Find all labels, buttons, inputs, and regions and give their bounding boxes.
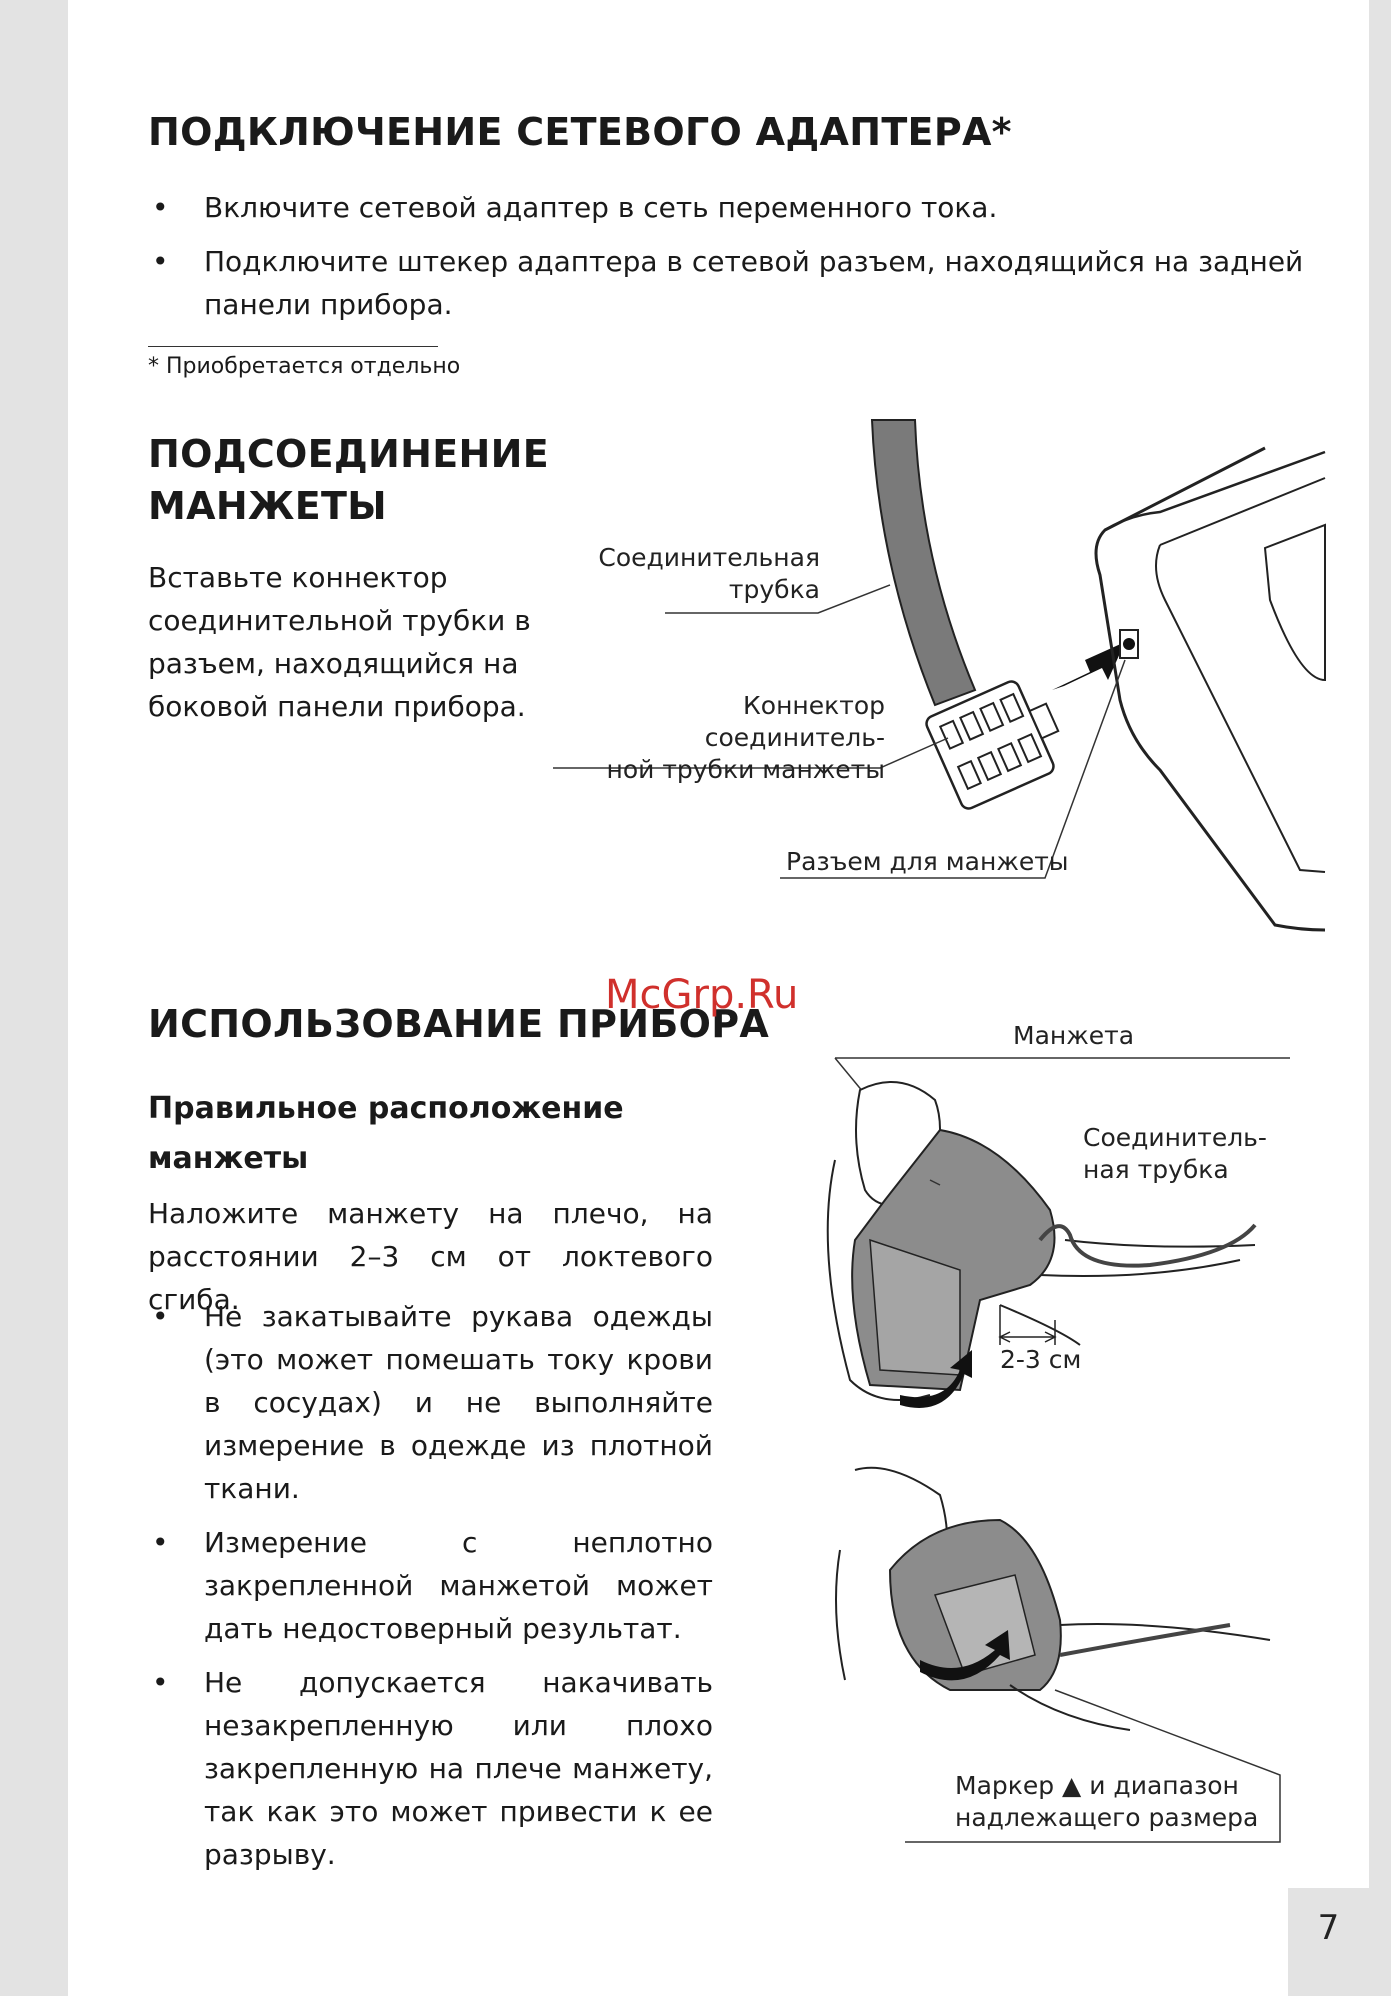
adapter-section-title: ПОДКЛЮЧЕНИЕ СЕТЕВОГО АДАПТЕРА* (148, 110, 1012, 154)
cuff-warning-3: • Не допускается накачивать незакрепленную или плохо закрепленную на плече манжету, так как это может привести к ее разрыву. (148, 1661, 713, 1876)
cuff-placement-subtitle-line2: манжеты (148, 1141, 309, 1176)
cuff-placement-intro-text: Наложите манжету на плечо, на расстоянии 2–3 см от локтевого сгиба. (148, 1197, 713, 1316)
cuff-placement-subtitle-line1: Правильное расположение (148, 1091, 624, 1126)
watermark: McGrp.Ru (605, 972, 799, 1018)
usage-section-title: ИСПОЛЬЗОВАНИЕ ПРИБОРА (148, 1002, 770, 1046)
cuff-warning-1: • Не закатывайте рукава одежды (это может помешать току крови в сосудах) и не выполняйте измерение в одежде из плотной ткани. (148, 1295, 713, 1510)
label-marker-line2: надлежащего размера (955, 1803, 1259, 1832)
label-marker-line1: Маркер ▲ и диапазон (955, 1771, 1239, 1800)
label-connector-line2: ной трубки манжеты (606, 755, 885, 784)
label-arm-tube-line2: ная трубка (1083, 1155, 1229, 1184)
footnote: * Приобретается отдельно (148, 354, 461, 379)
label-tube-line2: трубка (728, 575, 820, 604)
adapter-bullet-1: • Включите сетевой адаптер в сеть переменного тока. (148, 186, 1333, 229)
label-marker (955, 1770, 1258, 1834)
label-connector-line1: Коннектор соединитель- (704, 691, 885, 752)
adapter-bullet-2: • Подключите штекер адаптера в сетевой разъем, находящийся на задней панели прибора. (148, 240, 1333, 326)
cuff-connect-title-line2: МАНЖЕТЫ (148, 484, 387, 528)
label-tube-line1: Соединительная (598, 543, 820, 572)
cuff-connect-paragraph: Вставьте коннектор соединительной трубки в разъем, находящийся на боковой панели прибора. (148, 561, 531, 723)
label-cuff-socket: Разъем для манжеты (786, 847, 1069, 876)
label-cuff: Манжета (1013, 1021, 1135, 1050)
label-arm-tube-line1: Соединитель- (1083, 1123, 1267, 1152)
label-distance: 2-3 см (1000, 1345, 1082, 1374)
cuff-warning-2: • Измерение с неплотно закрепленной манжетой может дать недостоверный результат. (148, 1521, 713, 1650)
cuff-connect-title-line1: ПОДСОЕДИНЕНИЕ (148, 432, 549, 476)
page-number: 7 (1317, 1908, 1340, 1948)
